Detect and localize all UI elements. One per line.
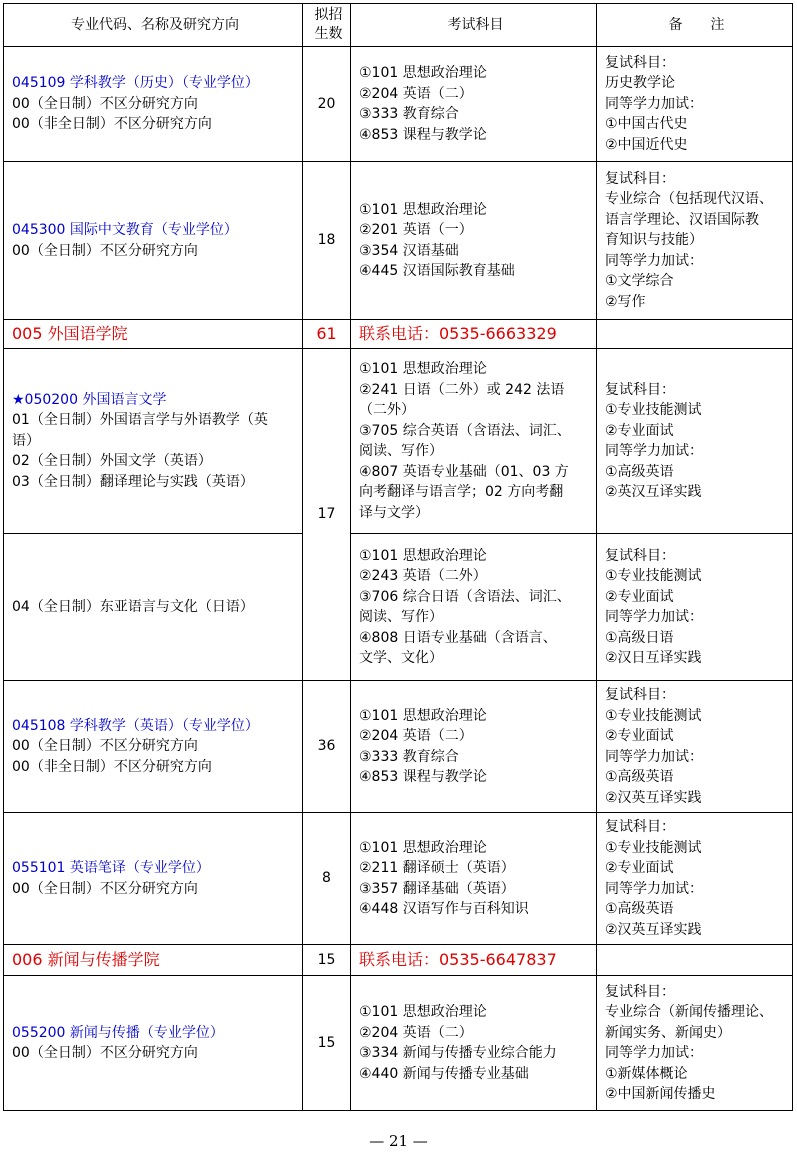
note-item: 同等学力加试： — [605, 748, 703, 765]
direction: 00（非全日制）不区分研究方向 — [12, 758, 212, 775]
table-row — [4, 162, 793, 320]
notes-cell — [597, 681, 793, 813]
major-name: 045108 学科教学（英语）（专业学位） — [12, 717, 259, 734]
direction: 00（全日制）不区分研究方向 — [12, 1045, 198, 1061]
exam-item: ①101 思想政治理论 — [359, 201, 487, 218]
notes-cell — [597, 813, 793, 945]
college-phone: 联系电话：0535-6647837 — [351, 945, 597, 976]
note-item: 复试科目： — [605, 819, 675, 835]
college-count: 61 — [303, 320, 351, 349]
notes-cell — [597, 534, 793, 681]
exam-item: ④853 课程与教学论 — [359, 126, 487, 143]
header-notes: 备 注 — [597, 4, 793, 47]
exam-item: ①101 思想政治理论 — [359, 1004, 487, 1020]
exam-item: 译与文学） — [359, 504, 429, 521]
header-exams: 考试科目 — [351, 4, 597, 47]
note-item: 语言学理论、汉语国际教 — [605, 211, 759, 228]
header-count-line2: 生数 — [314, 26, 343, 42]
note-item: ①专业技能测试 — [605, 839, 702, 856]
exam-item: 阅读、写作） — [359, 443, 443, 459]
note-item: 同等学力加试： — [605, 443, 703, 459]
direction: 00（全日制）不区分研究方向 — [12, 738, 198, 755]
exam-item: ①101 思想政治理论 — [359, 361, 487, 377]
college-phone: 联系电话：0535-6663329 — [351, 320, 597, 349]
notes-cell — [597, 976, 793, 1111]
note-item: ②汉英互译实践 — [605, 789, 702, 806]
admissions-table — [3, 3, 793, 1111]
exam-item: ④807 英语专业基础（01、03 方 — [359, 463, 569, 480]
note-item: ②写作 — [605, 293, 646, 310]
college-row — [4, 945, 793, 976]
note-item: ①高级日语 — [605, 629, 674, 646]
exam-item: ④440 新闻与传播专业基础 — [359, 1065, 529, 1082]
exam-cell — [351, 47, 597, 162]
exam-cell — [351, 534, 597, 681]
note-item: 专业综合（包括现代汉语、 — [605, 191, 773, 208]
exam-item: ②201 英语（一） — [359, 222, 473, 238]
major-name: 045300 国际中文教育（专业学位） — [12, 222, 238, 238]
note-item: ①高级英语 — [605, 769, 674, 785]
note-item: 复试科目： — [605, 54, 675, 71]
note-item: 复试科目： — [605, 381, 675, 398]
enroll-count: 36 — [303, 681, 351, 813]
table-row — [4, 534, 793, 681]
header-row — [4, 4, 793, 47]
note-item: 同等学力加试： — [605, 609, 703, 625]
exam-item: ①101 思想政治理论 — [359, 547, 487, 564]
exam-item: ②204 英语（二） — [359, 728, 473, 744]
exam-item: ②243 英语（二外） — [359, 568, 487, 584]
exam-cell — [351, 162, 597, 320]
page-number: — 21 — — [369, 1132, 428, 1150]
table-row — [4, 349, 793, 534]
note-item: ②汉日互译实践 — [605, 650, 702, 666]
note-item: ②中国新闻传播史 — [605, 1086, 716, 1102]
note-item: ①高级英语 — [605, 901, 674, 917]
exam-item: ③334 新闻与传播专业综合能力 — [359, 1045, 557, 1061]
exam-item: ③705 综合英语（含语法、词汇、 — [359, 422, 571, 439]
note-item: ②专业面试 — [605, 860, 674, 876]
college-row — [4, 320, 793, 349]
table-row — [4, 47, 793, 162]
exam-item: ③706 综合日语（含语法、词汇、 — [359, 588, 571, 605]
exam-item: ④445 汉语国际教育基础 — [359, 263, 515, 279]
direction: 04（全日制）东亚语言与文化（日语） — [12, 598, 254, 615]
header-count — [303, 4, 351, 47]
table-row — [4, 681, 793, 813]
major-cell — [4, 976, 303, 1111]
note-item: ②专业面试 — [605, 588, 674, 605]
major-name: 045109 学科教学（历史）（专业学位） — [12, 75, 259, 92]
direction: 00（非全日制）不区分研究方向 — [12, 116, 212, 133]
table-row — [4, 813, 793, 945]
major-cell — [4, 47, 303, 162]
enroll-count: 18 — [303, 162, 351, 320]
college-name: 006 新闻与传播学院 — [4, 945, 303, 976]
exam-cell — [351, 976, 597, 1111]
note-item: ①文学综合 — [605, 273, 674, 290]
exam-item: ④448 汉语写作与百科知识 — [359, 901, 529, 917]
college-count: 15 — [303, 945, 351, 976]
header-major: 专业代码、名称及研究方向 — [4, 4, 303, 47]
empty-cell — [597, 945, 793, 976]
exam-item: ③354 汉语基础 — [359, 242, 459, 259]
note-item: ②专业面试 — [605, 728, 674, 744]
major-name: 055200 新闻与传播（专业学位） — [12, 1024, 224, 1041]
note-item: 同等学力加试： — [605, 1045, 703, 1061]
notes-cell — [597, 47, 793, 162]
college-name: 005 外国语学院 — [4, 320, 303, 349]
major-cell — [4, 162, 303, 320]
exam-item: ①101 思想政治理论 — [359, 65, 487, 81]
table-row — [4, 976, 793, 1111]
direction: 00（全日制）不区分研究方向 — [12, 880, 198, 897]
note-item: 复试科目： — [605, 983, 675, 1000]
exam-item: ②211 翻译硕士（英语） — [359, 860, 515, 876]
note-item: ②专业面试 — [605, 422, 674, 439]
note-item: ①专业技能测试 — [605, 402, 702, 418]
empty-cell — [597, 320, 793, 349]
note-item: ①中国古代史 — [605, 116, 688, 133]
exam-item: （二外） — [359, 402, 415, 418]
major-name: 055101 英语笔译（专业学位） — [12, 860, 210, 876]
note-item: 同等学力加试： — [605, 252, 703, 269]
exam-item: ④853 课程与教学论 — [359, 769, 487, 785]
notes-cell — [597, 162, 793, 320]
note-item: ①专业技能测试 — [605, 707, 702, 724]
direction: 02（全日制）外国文学（英语） — [12, 453, 212, 470]
enroll-count: 8 — [303, 813, 351, 945]
major-name: ★050200 外国语言文学 — [12, 391, 167, 408]
exam-item: 向考翻译与语言学；02 方向考翻 — [359, 484, 564, 500]
note-item: ②中国近代史 — [605, 136, 688, 153]
note-item: 新闻实务、新闻史） — [605, 1024, 731, 1041]
note-item: 复试科目： — [605, 547, 675, 564]
exam-item: ②241 日语（二外）或 242 法语 — [359, 381, 565, 398]
exam-item: ③357 翻译基础（英语） — [359, 880, 515, 897]
exam-item: ①101 思想政治理论 — [359, 707, 487, 724]
note-item: ①高级英语 — [605, 463, 674, 480]
enroll-count: 15 — [303, 976, 351, 1111]
notes-cell — [597, 349, 793, 534]
exam-item: 阅读、写作） — [359, 609, 443, 625]
note-item: 复试科目： — [605, 687, 675, 703]
major-cell — [4, 349, 303, 534]
note-item: 育知识与技能） — [605, 232, 703, 249]
note-item: ①专业技能测试 — [605, 568, 702, 584]
header-count-line1: 拟招 — [314, 7, 343, 23]
exam-item: ④808 日语专业基础（含语言、 — [359, 629, 557, 646]
enroll-count: 20 — [303, 47, 351, 162]
note-item: ②英汉互译实践 — [605, 484, 702, 500]
note-item: 同等学力加试： — [605, 880, 703, 897]
note-item: ①新媒体概论 — [605, 1065, 688, 1082]
direction: 00（全日制）不区分研究方向 — [12, 95, 198, 112]
exam-item: ①101 思想政治理论 — [359, 839, 487, 856]
enroll-count: 17 — [303, 349, 351, 681]
note-item: 同等学力加试： — [605, 95, 703, 112]
note-item: ②汉英互译实践 — [605, 921, 702, 938]
note-item: 复试科目： — [605, 170, 675, 187]
exam-item: 文学、文化） — [359, 650, 443, 666]
exam-cell — [351, 681, 597, 813]
direction: 03（全日制）翻译理论与实践（英语） — [12, 473, 254, 490]
exam-item: ③333 教育综合 — [359, 748, 459, 765]
major-cell — [4, 534, 303, 681]
exam-item: ③333 教育综合 — [359, 106, 459, 122]
note-item: 历史教学论 — [605, 75, 675, 92]
major-cell — [4, 813, 303, 945]
exam-cell — [351, 349, 597, 534]
note-item: 专业综合（新闻传播理论、 — [605, 1004, 773, 1020]
direction: 00（全日制）不区分研究方向 — [12, 242, 198, 259]
direction: 01（全日制）外国语言学与外语教学（英 — [12, 412, 268, 429]
exam-item: ②204 英语（二） — [359, 85, 473, 102]
exam-item: ②204 英语（二） — [359, 1024, 473, 1041]
exam-cell — [351, 813, 597, 945]
major-cell — [4, 681, 303, 813]
direction: 语） — [12, 432, 40, 449]
